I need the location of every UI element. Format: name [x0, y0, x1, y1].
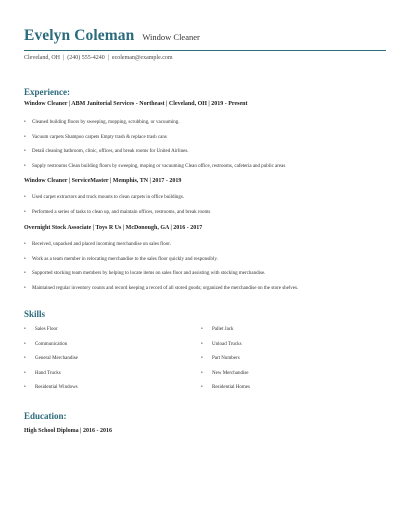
education-section-title: Education: [24, 411, 67, 421]
contact-separator: | [107, 55, 109, 61]
skill-item: • Residential Homes [201, 385, 250, 390]
contact-separator: | [63, 55, 65, 61]
contact-location: Cleveland, OH [24, 55, 60, 61]
skill-item: • Residential Windows [24, 385, 78, 390]
list-item: • Detail cleaning bathroom, clinic, offices, and break rooms for United Airlines. [24, 149, 189, 154]
job-bullet-list [24, 119, 285, 177]
skills-left-column [24, 326, 78, 399]
contact-email: ecoleman@example.com [111, 55, 173, 61]
skill-item: • Hand Trucks [24, 370, 61, 376]
bullet-icon: • [201, 327, 203, 332]
header-divider [24, 50, 386, 51]
candidate-name: Evelyn Coleman [24, 27, 135, 44]
skills-right-column [201, 326, 250, 399]
bullet-icon: • [24, 209, 26, 215]
contact-phone: (240) 555-4240 [67, 55, 105, 61]
skill-item: • General Merchandise [24, 356, 78, 361]
job-heading: Overnight Stock Associate | Toys R Us | McDonough, GA | 2016 - 2017 [24, 225, 203, 231]
bullet-icon: • [24, 163, 26, 169]
bullet-icon: • [201, 356, 203, 361]
contact-line [24, 55, 173, 61]
bullet-icon: • [24, 195, 26, 200]
bullet-icon: • [201, 385, 203, 390]
list-item: • Work as a team member in relocating merchandise to the sales floor quickly and responsibly. [24, 256, 218, 262]
bullet-icon: • [24, 242, 26, 247]
bullet-icon: • [201, 341, 203, 347]
job-bullet-list [24, 194, 210, 223]
skill-item: • Unload Trucks [201, 341, 242, 347]
bullet-icon: • [24, 271, 26, 276]
bullet-icon: • [24, 149, 26, 154]
list-item: • Supported stocking team members by helping to locate items on sales floor and assisting with stocking merchandise. [24, 271, 266, 276]
bullet-icon: • [24, 327, 26, 332]
skill-item: • Sales Floor [24, 327, 58, 332]
list-item: • Maintained regular inventory counts and record keeping a record of all stored goods; organized the merchandise on the store shelves. [24, 285, 299, 291]
bullet-icon: • [24, 356, 26, 361]
job-bullet-list [24, 241, 298, 299]
bullet-icon: • [24, 120, 26, 125]
bullet-icon: • [24, 385, 26, 390]
resume-header [24, 27, 200, 45]
job-heading: Window Cleaner | ServiceMaster | Memphis, TN | 2017 - 2019 [24, 178, 182, 184]
list-item: • Used carpet extractors and truck mounts to clean carpets in office buildings. [24, 195, 185, 200]
bullet-icon: • [24, 134, 26, 140]
skill-item: • Pallet Jack [201, 327, 234, 332]
bullet-icon: • [24, 341, 26, 347]
list-item: • Performed a series of tasks to clean up, and maintain offices, restrooms, and break rooms [24, 209, 211, 215]
education-entry: High School Diploma | 2016 - 2016 [24, 428, 112, 434]
experience-section-title: Experience: [24, 87, 70, 97]
list-item: • Received, unpacked and placed incoming merchandise on sales floor. [24, 242, 171, 247]
list-item: • Supply restrooms Clean building floors by sweeping, moping or vacuuming Clean office, restrooms, cafeteria and public areas [24, 163, 286, 169]
bullet-icon: • [24, 285, 26, 291]
bullet-icon: • [24, 256, 26, 262]
list-item: • Cleaned building floors by sweeping, mopping, scrubbing, or vacuuming. [24, 120, 180, 125]
job-heading: Window Cleaner | ABM Janitorial Services - Northeast | Cleveland, OH | 2019 - Present [24, 101, 248, 107]
skill-item: • Communication [24, 341, 68, 347]
candidate-role: Window Cleaner [142, 32, 200, 42]
bullet-icon: • [24, 370, 26, 376]
skills-section-title: Skills [24, 309, 46, 319]
skill-item: • Part Numbers [201, 356, 240, 361]
list-item: • Vacuum carpets Shampoo carpets Empty trash & replace trash cans [24, 134, 167, 140]
skill-item: • New Merchandise [201, 370, 249, 376]
bullet-icon: • [201, 370, 203, 376]
